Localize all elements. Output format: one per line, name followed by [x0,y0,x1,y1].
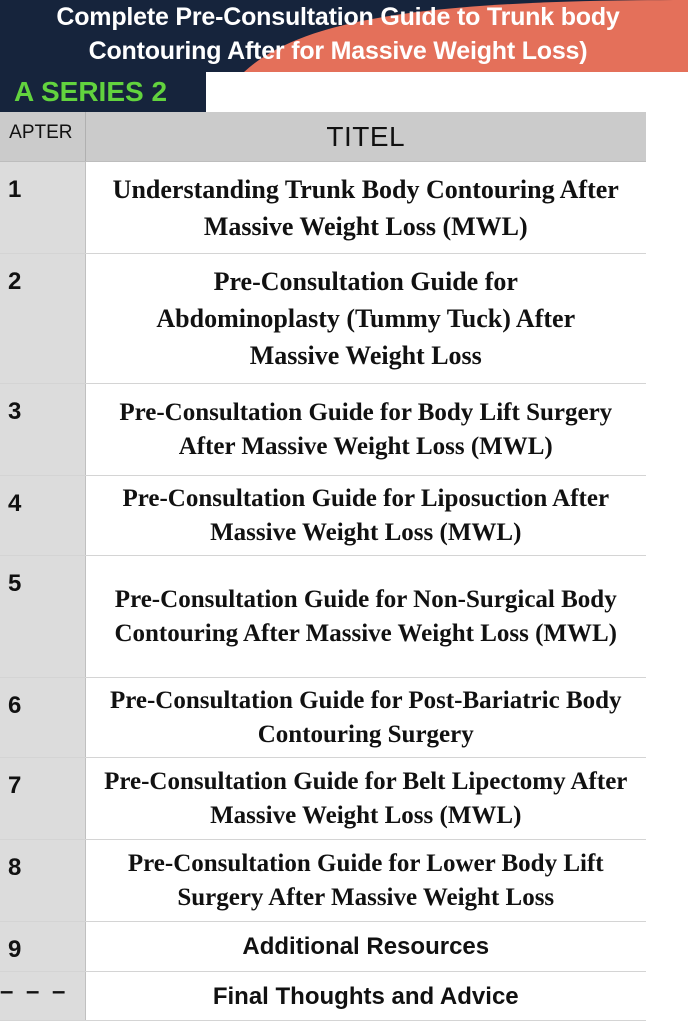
chapter-title: Final Thoughts and Advice [85,972,646,1021]
chapter-number: 7 [0,758,85,840]
chapter-number: 8 [0,840,85,922]
document-title-line-1: Complete Pre-Consultation Guide to Trunk body [56,3,620,31]
table-row [0,254,646,384]
chapter-title: Pre-Consultation Guide for Body Lift Surgery After Massive Weight Loss (MWL) [85,384,646,476]
chapter-number: 2 [0,254,85,384]
chapter-number: 5 [0,556,85,678]
table-row [0,556,646,678]
chapter-column-header: APTER [0,112,85,162]
table-header-row [0,112,646,162]
chapter-number: 1 [0,162,85,254]
chapter-number: 3 [0,384,85,476]
header [0,0,688,112]
chapter-title: Understanding Trunk Body Contouring After Massive Weight Loss (MWL) [85,162,646,254]
table-row [0,840,646,922]
title-banner [0,0,688,72]
table-row [0,384,646,476]
table-row [0,476,646,556]
document-title-line-2: Contouring After for Massive Weight Loss) [88,37,588,65]
chapter-number: 6 [0,678,85,758]
table-row [0,972,646,1021]
table-row [0,678,646,758]
chapter-number: 4 [0,476,85,556]
chapter-title: Additional Resources [85,922,646,972]
series-label: A SERIES 2 [0,72,206,112]
chapter-number: – – – [0,972,85,1021]
chapter-number: 9 [0,922,85,972]
table-row [0,162,646,254]
table-of-contents [0,112,646,1021]
title-column-header: TITEL [85,112,646,162]
chapter-title: Pre-Consultation Guide for Abdominoplasty (Tummy Tuck) After Massive Weight Loss [85,254,646,384]
chapter-title: Pre-Consultation Guide for Non-Surgical Body Contouring After Massive Weight Loss (MWL) [85,556,646,678]
chapter-title: Pre-Consultation Guide for Lower Body Lift Surgery After Massive Weight Loss [85,840,646,922]
table-row [0,922,646,972]
chapter-title: Pre-Consultation Guide for Liposuction After Massive Weight Loss (MWL) [85,476,646,556]
chapter-title: Pre-Consultation Guide for Belt Lipectomy After Massive Weight Loss (MWL) [85,758,646,840]
chapter-title: Pre-Consultation Guide for Post-Bariatric Body Contouring Surgery [85,678,646,758]
table-row [0,758,646,840]
